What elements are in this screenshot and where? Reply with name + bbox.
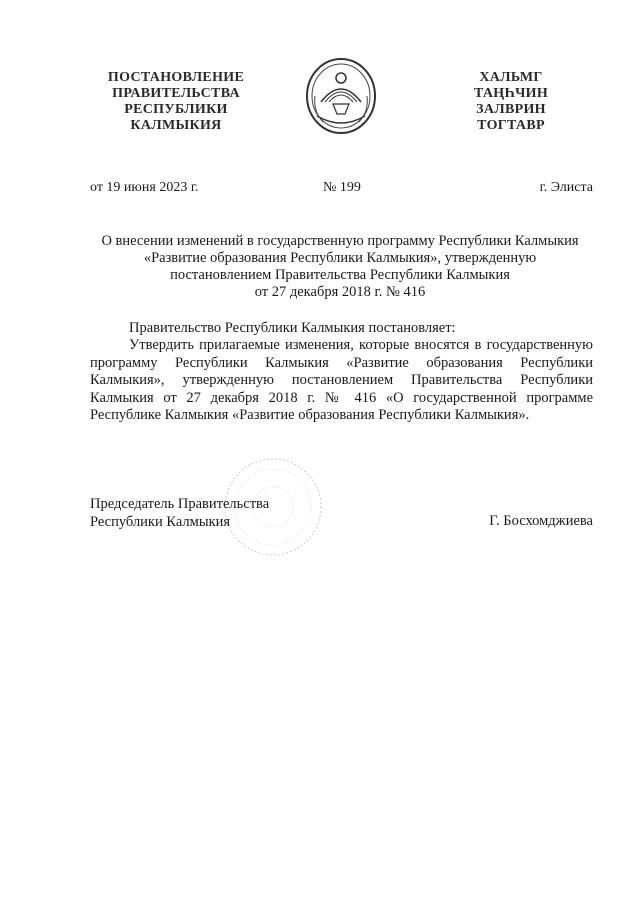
header-right-title (456, 70, 566, 134)
body-text: Утвердить прилагаемые изменения, которые вносятся в государственную программу Республики Калмыкия «Развитие образования Республики Калмыкия», утвержденную постановлением Правительства Республики Калмыкия от 27 декабря 2018 г. № 416 «О государственной программе Республике Калмыкия «Развитие образования Республики Калмыкия». (90, 337, 593, 424)
header-left-title (96, 70, 256, 134)
header-left-line: ПРАВИТЕЛЬСТВА (112, 86, 240, 101)
document-title (70, 233, 610, 301)
document-number: № 199 (323, 180, 361, 195)
header-right-line: ТАҢҺЧИН (473, 86, 549, 101)
document-date: от 19 июня 2023 г. (90, 180, 199, 195)
header-right-line: ХАЛЬМГ (479, 70, 543, 85)
body-intro: Правительство Республики Калмыкия постановляет: (129, 320, 456, 336)
title-line: от 27 декабря 2018 г. № 416 (254, 284, 426, 300)
signature-position-line: Председатель Правительства (90, 496, 270, 512)
signature-name: Г. Босхомджиева (489, 513, 593, 529)
header-right-line: ТОГТАВР (477, 118, 545, 133)
signature-position-line: Республики Калмыкия (90, 514, 231, 530)
header-left-line: ПОСТАНОВЛЕНИЕ (107, 70, 245, 85)
title-line: О внесении изменений в государственную программу Республики Калмыкия (101, 233, 579, 249)
header-right-line: ЗАЛВРИН (476, 102, 546, 117)
title-line: постановлением Правительства Республики Калмыкия (170, 267, 510, 283)
header-left-line: КАЛМЫКИЯ (130, 118, 222, 133)
coat-of-arms-icon (303, 56, 379, 136)
title-line: «Развитие образования Республики Калмыкия», утвержденную (143, 250, 537, 266)
document-city: г. Элиста (539, 180, 593, 195)
signature-position (90, 495, 269, 531)
header-left-line: РЕСПУБЛИКИ (124, 102, 228, 117)
